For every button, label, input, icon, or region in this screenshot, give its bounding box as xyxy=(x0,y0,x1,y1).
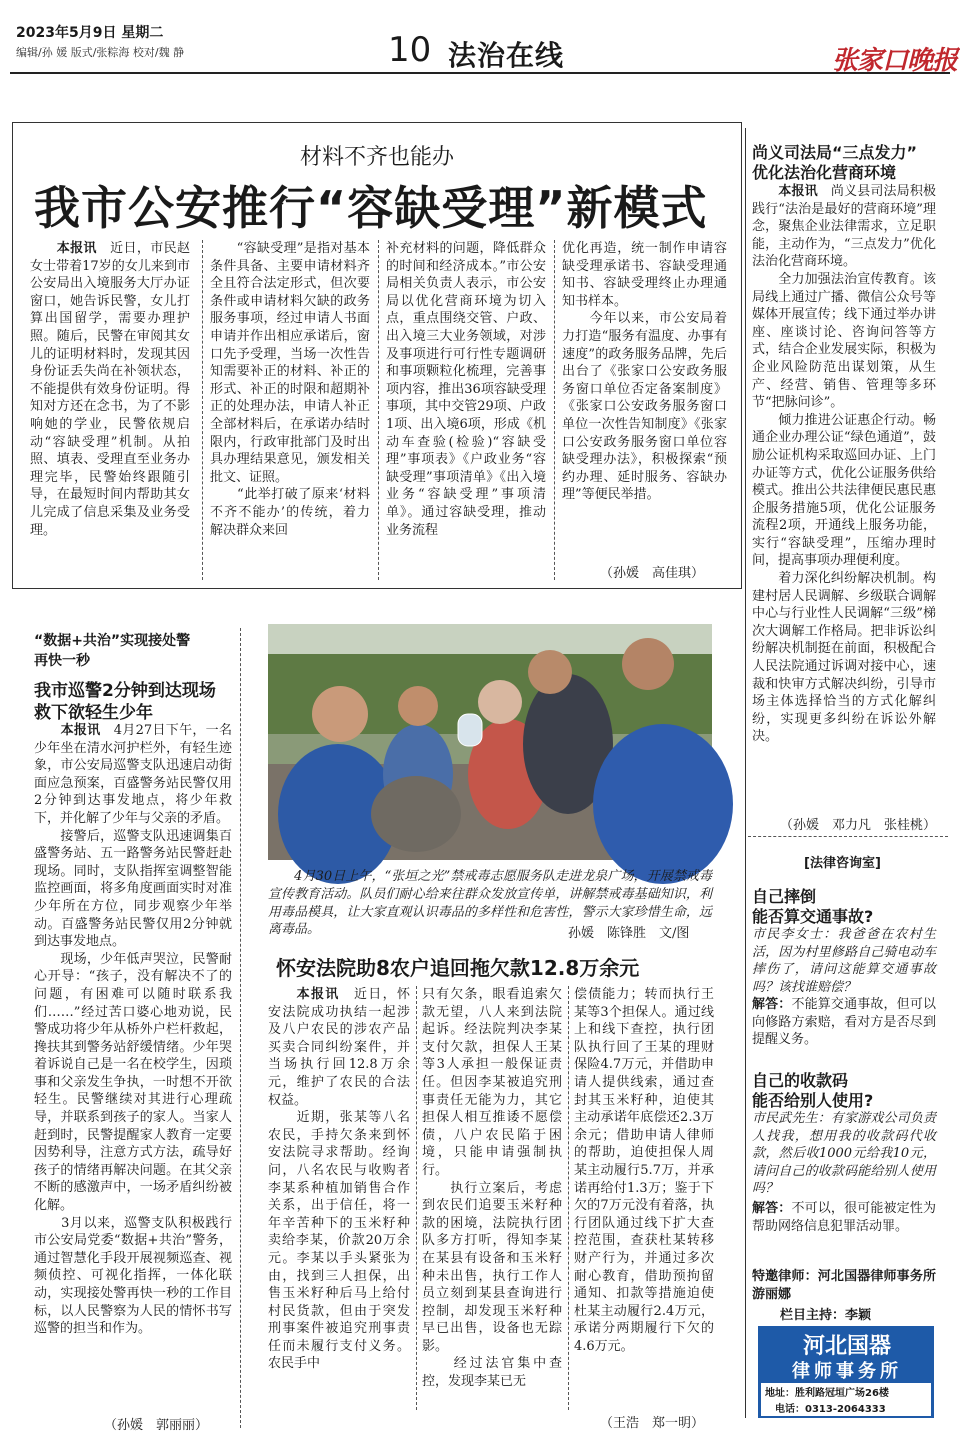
child-hat xyxy=(371,776,461,852)
law-firm-ad xyxy=(758,1326,934,1418)
issue-date: 2023年5月9日 星期二 xyxy=(16,25,164,41)
consult-q2-question-text: 市民武先生：有家游戏公司负责人找我，想用我的收款码代收款，然后收1000元给我10元，请问自己的收款码能给别人使用吗？ xyxy=(752,1111,936,1197)
consult-q1-title-1: 自己摔倒 xyxy=(752,887,817,906)
lead-col-2-text: “容缺受理”是指对基本条件具备、主要申请材料齐全且符合法定形式，但次要条件或申请材料欠缺的政务服务事项，经过申请人书面申请并作出相应承诺后，窗口先予受理，当场一次性告知需要补正的材料、补正的形式、补正的时限和超期补正的处理办法，申请人补正全部材料后，在承诺办结时限内，行政审批部门及时出具办理结果意见，颁发相关批文、证照。 “此举打破了原来‘材料不齐不能办’的传统，着力解决群众来回 xyxy=(210,241,370,538)
firm-phone: 电话：0313-2064333 xyxy=(775,1404,886,1415)
masthead-rule xyxy=(10,72,950,74)
drug-model-jar xyxy=(458,714,482,746)
lead-dateline: 本报讯 xyxy=(56,241,97,256)
consult-q1-question-text: 市民李女士：我爸爸在农村生活，因为村里修路自己骑电动车摔伤了，请问这能算交通事故吗？该找谁赔偿？ xyxy=(752,927,936,995)
consult-q1-answer-label: 解答： xyxy=(752,997,792,1012)
lead-divider-3 xyxy=(554,240,555,580)
firm-address: 地址：胜利路冠垣广场26楼 xyxy=(765,1388,889,1399)
court-divider-2 xyxy=(568,986,569,1410)
consult-section-label: [法律咨询室] xyxy=(804,856,881,871)
volunteer-right-head xyxy=(622,638,674,690)
court-col-1 xyxy=(268,986,410,1412)
photo-caption-text: 4月30日上午，“张垣之光”禁戒毒志愿服务队走进龙泉广场，开展禁戒毒宣传教育活动。队员们耐心给来往群众发放宣传单，讲解禁戒毒基础知识，利用毒品模具，让大家直观认识毒品的多样性和危害性，警示大家珍惜生命，远离毒品。 xyxy=(268,869,712,938)
lead-divider-2 xyxy=(378,240,379,580)
right-byline: （孙媛 邓力凡 张桂桃） xyxy=(780,818,937,833)
lead-col-4 xyxy=(562,240,727,562)
consult-q2-title-2: 能否给别人使用? xyxy=(752,1091,874,1110)
court-col-3-text: 偿债能力；转而执行王某等3个担保人。通过线上和线下查控，执行团队执行回了王某的理财保险4.7万元，并借助申请人提供线索，通过查封其玉米籽种，迫使其主动承诺年底偿还2.3万余元；借助申请人律师的帮助，迫使担保人周某主动履行5.7万，并承诺再给付1.3万；鉴于下欠的7万元没有着落，执行团队通过线下扩大查控范围，查获杜某转移财产行为，并通过多次耐心教育，借助预拘留通知、扣款等措施迫使杜某主动履行2.4万元，承诺分两期履行下欠的4.6万元。 xyxy=(574,987,714,1354)
court-title: 怀安法院助8农户追回拖欠款12.8万余元 xyxy=(276,956,640,980)
police-kicker-1: “数据+共治”实现接处警 xyxy=(34,633,191,649)
lead-col-1-text: 近日，市民赵女士带着17岁的女儿来到市公安局出入境服务大厅办证窗口，她告诉民警，女儿打算出国留学，需要办理护照。随后，民警在审阅其女儿的证明材料时，发现其因身份证丢失尚在补领状态，不能提供有效身份证明。得知对方还在念书，为了不影响她的学业，民警依规启动“容缺受理”机制。从拍照、填表、受理直至业务办理完毕，民警始终跟随引导，在最短时间内帮助其女儿完成了信息采集及业务受理。 xyxy=(30,241,190,538)
woman-masked-head xyxy=(478,680,522,724)
page-number: 10 xyxy=(388,30,432,70)
lead-col-2 xyxy=(210,240,370,576)
police-byline: （孙媛 郭丽丽） xyxy=(104,1418,209,1433)
lead-col-3-text: 补充材料的问题，降低群众的时间和经济成本。”市公安局相关负责人表示，市公安局以优化营商环境为切入点，重点围绕交管、户政、出入境三大业务领域，对涉及事项进行可行性专题调研和事项颗粒化梳理，完善事项内容，推出36项容缺受理事项，其中交管29项、户政1项、出入境6项，形成《机动车查验(检验)“容缺受理”事项表》《户政业务“容缺受理”事项清单》《出入境业务“容缺受理”事项清单》。通过容缺受理，推动业务流程 xyxy=(386,241,546,538)
firm-contact-box xyxy=(761,1383,931,1416)
volunteer-left-head xyxy=(312,686,368,742)
lead-title: 我市公安推行“容缺受理”新模式 xyxy=(34,181,708,235)
police-divider xyxy=(240,628,241,1428)
section-title: 法治在线 xyxy=(448,39,565,72)
lead-col-1 xyxy=(30,240,190,576)
firm-name-1: 河北国器 xyxy=(802,1334,891,1359)
volunteer-elder-head xyxy=(398,686,438,726)
police-dateline: 本报讯 xyxy=(60,723,101,738)
consult-q2-answer-text: 不可以，很可能被定性为帮助网络信息犯罪活动罪。 xyxy=(752,1201,936,1234)
volunteer-right-body xyxy=(593,724,733,884)
consult-q1-title-2: 能否算交通事故? xyxy=(752,907,874,926)
firm-name-2: 律师事务所 xyxy=(792,1361,902,1382)
consult-q2-question xyxy=(752,1110,936,1198)
paper-name: 张家口晚报 xyxy=(832,46,958,76)
photo-credit xyxy=(568,922,689,941)
court-col-1-text: 近日，怀安法院成功执结一起涉及八户农民的涉农产品买卖合同纠纷案件，并当场执行回12.8万余元，维护了农民的合法权益。 近期，张某等八名农民，手持欠条来到怀安法院寻求帮助。经询问，八名农民与收购者李某系种植加销售合作关系，出于信任，将一年辛苦种下的玉米籽种卖给李某，价款20万余元。李某以手头紧张为由，找到三人担保，出售玉米籽种后马上给付村民货款，但由于突发刑事案件被追究刑事责任而未履行支付义务。农民手中 xyxy=(268,987,410,1372)
consult-q2-title-1: 自己的收款码 xyxy=(752,1071,849,1090)
court-divider-1 xyxy=(416,986,417,1410)
court-byline: （王浩 郑一明） xyxy=(600,1416,705,1431)
consult-lawyer-text: 特邀律师：河北国器律师事务所 游丽娜 xyxy=(752,1269,941,1302)
consult-q1-question xyxy=(752,926,936,996)
court-col-2-text: 只有欠条，眼看追索欠款无望，八人来到法院起诉。经法院判决李某支付欠款，担保人王某等3人承担一般保证责任。但因李某被追究刑事责任无能为力，其它担保人相互推诿不愿偿债，八户农民陷于困境，只能申请强制执行。 执行立案后，考虑到农民们追要玉米籽种款的困境，法院执行团队多方打听，得知李某在某县有设备和玉米籽种未出售，执行工作人员立刻到某县查询进行控制，却发现玉米籽种早已出售，设备也无踪影。 经过法官集中查控，发现李某已无 xyxy=(422,987,562,1390)
right-dateline: 本报讯 xyxy=(778,184,818,199)
news-photo xyxy=(268,624,712,860)
court-dateline: 本报讯 xyxy=(296,987,340,1002)
editor-credits: 编辑/孙 媛 版式/张粽海 校对/魏 静 xyxy=(16,46,185,59)
consult-host: 栏目主持：李颖 xyxy=(780,1308,872,1323)
police-body-text: 4月27日下午，一名少年坐在清水河护栏外，有轻生迹象，市公安局巡警支队迅速启动街面应急预案，百盛警务站民警仅用2分钟到达事发地点，将少年救下，并化解了少年与父亲的矛盾。 接警后，巡警支队迅速调集百盛警务站、五一路警务站民警赶赴现场。同时，支队指挥室调整智能监控画面，将多角度画面实时对准少年所在方位，同步观察少年举动。百盛警务站民警仅用2分钟就到达事发地点。 现场，少年低声哭泣，民警耐心开导：“孩子，没有解决不了的问题，有困难可以随时联系我们……”经过苦口婆心地劝说，民警成功将少年从桥外户栏杆救起，搀扶其到警务站舒缓情绪。少年哭着诉说自己是一名在校学生，因琐事和父亲发生争执，一时想不开欲轻生。民警继续对其进行心理疏导，并联系到孩子的家人。当家人赶到时，民警提醒家人教育一定要因势利导，注意方式方法，疏导好孩子的情绪再解决问题。在其父亲不断的感激声中，一场矛盾纠纷被化解。 3月以来，巡警支队积极践行市公安局党委“数据+共治”警务，通过智慧化手段开展视频巡查、视频侦控、可视化指挥，一体化联动，实现接处警再快一秒的工作目标，以人民警察为人民的情怀书写巡警的担当和作为。 xyxy=(34,723,232,1337)
lead-subtitle: 材料不齐也能办 xyxy=(300,145,455,170)
photo-illustration xyxy=(268,624,712,860)
consult-lawyer xyxy=(752,1268,941,1304)
police-kicker-2: 再快一秒 xyxy=(34,653,90,669)
photo-credit-text: 孙媛 陈锋胜 文/图 xyxy=(568,926,690,941)
lead-byline: （孙媛 高佳琪） xyxy=(600,566,705,581)
man-cap-head xyxy=(528,650,572,694)
right-col-divider xyxy=(745,128,746,1418)
lead-col-3 xyxy=(386,240,546,576)
right-body-text: 尚义县司法局积极践行“法治是最好的营商环境”理念，聚焦企业法律需求，立足职能，主动作为，“三点发力”优化法治化营商环境。 全力加强法治宣传教育。该局线上通过广播、微信公众号等媒体开展宣传；线下通过举办讲座、座谈讨论、咨询问答等方式，结合企业发展实际，积极为企业风险防范出谋划策，从生产、经营、销售、管理等多环节“把脉问诊”。 倾力推进公证惠企行动。畅通企业办理公证“绿色通道”，鼓励公证机构采取巡回办证、上门办证等方式，优化公证服务供给模式。推出公共法律便民惠民惠企服务措施5项，优化公证服务流程2项，开通线上服务功能，实行“容缺受理”，压缩办理时间，提高事项办理便利度。 着力深化纠纷解决机制。构建村居人民调解、乡级联合调解中心与行业性人民调解“三级”梯次大调解工作格局。把非诉讼纠纷解决机制挺在前面，积极配合人民法院通过诉调对接中心，速裁和快审方式解决纠纷，引导市场主体选择恰当的方式化解纠纷，实现更多纠纷在诉讼外解决。 xyxy=(752,184,936,745)
lead-divider-1 xyxy=(202,240,203,580)
consult-q2-answer xyxy=(752,1200,936,1254)
right-body xyxy=(752,183,936,811)
right-title-2: 优化法治化营商环境 xyxy=(752,163,897,182)
police-title-1: 我市巡警2分钟到达现场 xyxy=(34,681,216,701)
lead-col-4-text: 优化再造，统一制作申请容缺受理承诺书、容缺受理通知书、容缺受理终止办理通知书样本。 今年以来，市公安局着力打造“服务有温度、办事有速度”的政务服务品牌，先后出台了《张家口公安政务服务窗口单位否定备案制度》《张家口公安政务服务窗口单位一次性告知制度》《张家口公安政务服务窗口单位容缺受理办法》，积极探索“预约办理、延时服务、容缺办理”等便民举措。 xyxy=(562,241,727,503)
consult-q1-answer-text: 不能算交通事故，但可以向修路方索赔，看对方是否尽到提醒义务。 xyxy=(752,997,936,1048)
police-title-2: 救下欲轻生少年 xyxy=(34,703,153,723)
police-body xyxy=(34,722,232,1412)
court-col-2 xyxy=(422,986,562,1412)
right-separator xyxy=(748,836,948,837)
right-title-1: 尚义司法局“三点发力” xyxy=(752,143,918,162)
consult-q1-answer xyxy=(752,996,936,1048)
consult-q2-answer-label: 解答： xyxy=(752,1201,792,1216)
court-col-3 xyxy=(574,986,714,1394)
